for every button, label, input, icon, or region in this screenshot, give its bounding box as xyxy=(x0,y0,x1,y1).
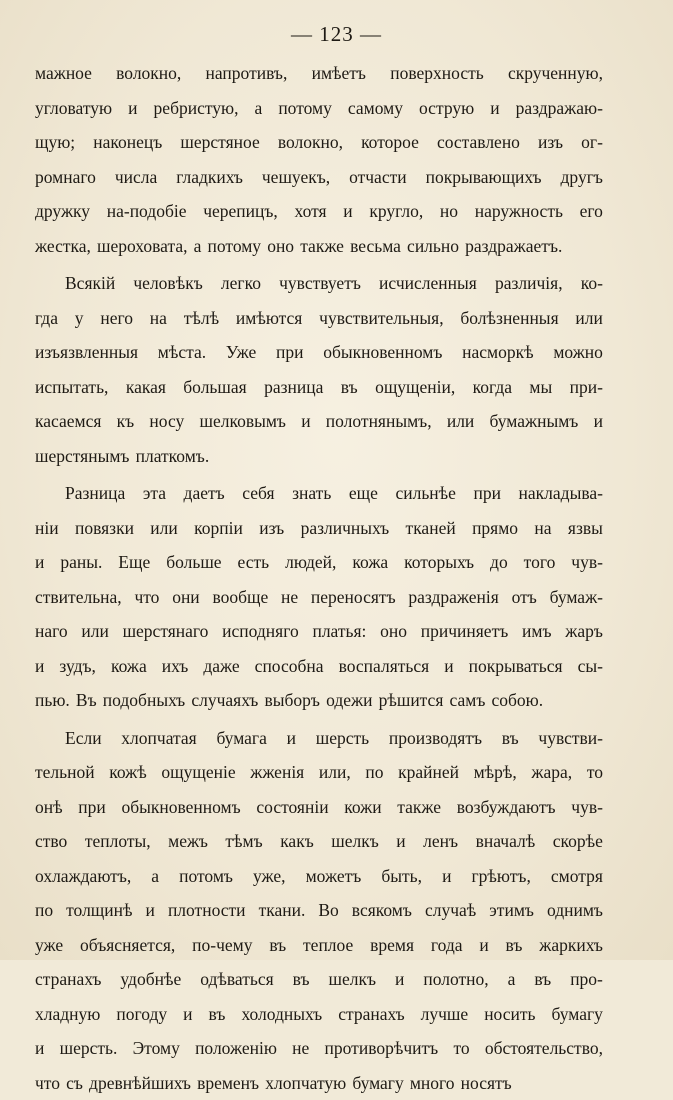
paragraph xyxy=(35,476,603,718)
text-line: щую; наконецъ шерстяное волокно, которое составлено изъ ог- xyxy=(35,125,603,160)
text-line: тельной кожѣ ощущеніе жженія или, по крайней мѣрѣ, жара, то xyxy=(35,755,603,790)
text-line: наго или шерстянаго исподняго платья: оно причиняетъ имъ жаръ xyxy=(35,614,603,649)
text-line: и шерсть. Этому положенію не противорѣчитъ то обстоятельство, xyxy=(35,1031,603,1066)
text-line: онѣ при обыкновенномъ состояніи кожи также возбуждаютъ чув- xyxy=(35,790,603,825)
page-number: — 123 — xyxy=(0,22,673,47)
text-line: и раны. Еще больше есть людей, кожа которыхъ до того чув- xyxy=(35,545,603,580)
text-line: ніи повязки или корпіи изъ различныхъ тканей прямо на язвы xyxy=(35,511,603,546)
text-line: Разница эта даетъ себя знать еще сильнѣе при накладыва- xyxy=(35,476,603,511)
text-line: Если хлопчатая бумага и шерсть производятъ въ чувстви- xyxy=(35,721,603,756)
text-line: охлаждаютъ, а потомъ уже, можетъ быть, и грѣютъ, смотря xyxy=(35,859,603,894)
text-line: шерстянымъ платкомъ. xyxy=(35,439,603,474)
text-line: по толщинѣ и плотности ткани. Во всякомъ случаѣ этимъ однимъ xyxy=(35,893,603,928)
paragraph xyxy=(35,721,603,1100)
text-line: мажное волокно, напротивъ, имѣетъ поверхность скрученную, xyxy=(35,56,603,91)
text-line: гда у него на тѣлѣ имѣются чувствительныя, болѣзненныя или xyxy=(35,301,603,336)
text-line: угловатую и ребристую, а потому самому острую и раздражаю- xyxy=(35,91,603,126)
text-line: испытать, какая большая разница въ ощущеніи, когда мы при- xyxy=(35,370,603,405)
text-line: жестка, шероховата, а потому оно также весьма сильно раздражаетъ. xyxy=(35,229,603,264)
page-body xyxy=(35,56,603,1100)
text-line: ство теплоты, межъ тѣмъ какъ шелкъ и ленъ вначалѣ скорѣе xyxy=(35,824,603,859)
text-line: дружку на-подобіе черепицъ, хотя и кругло, но наружность его xyxy=(35,194,603,229)
text-line: касаемся къ носу шелковымъ и полотнянымъ, или бумажнымъ и xyxy=(35,404,603,439)
text-line: ромнаго числа гладкихъ чешуекъ, отчасти покрывающихъ другъ xyxy=(35,160,603,195)
text-line: изъязвленныя мѣста. Уже при обыкновенномъ насморкѣ можно xyxy=(35,335,603,370)
text-line: пью. Въ подобныхъ случаяхъ выборъ одежи рѣшится самъ собою. xyxy=(35,683,603,718)
text-line: Всякій человѣкъ легко чувствуетъ исчисленныя различія, ко- xyxy=(35,266,603,301)
text-line: хладную погоду и въ холодныхъ странахъ лучше носить бумагу xyxy=(35,997,603,1032)
text-line: уже объясняется, по-чему въ теплое время года и въ жаркихъ xyxy=(35,928,603,963)
paragraph xyxy=(35,266,603,473)
paragraph xyxy=(35,56,603,263)
text-line: что съ древнѣйшихъ временъ хлопчатую бумагу много носятъ xyxy=(35,1066,603,1100)
text-line: и зудъ, кожа ихъ даже способна воспаляться и покрываться сы- xyxy=(35,649,603,684)
text-line: странахъ удобнѣе одѣваться въ шелкъ и полотно, а въ про- xyxy=(35,962,603,997)
text-line: ствительна, что они вообще не переносятъ раздраженія отъ бумаж- xyxy=(35,580,603,615)
